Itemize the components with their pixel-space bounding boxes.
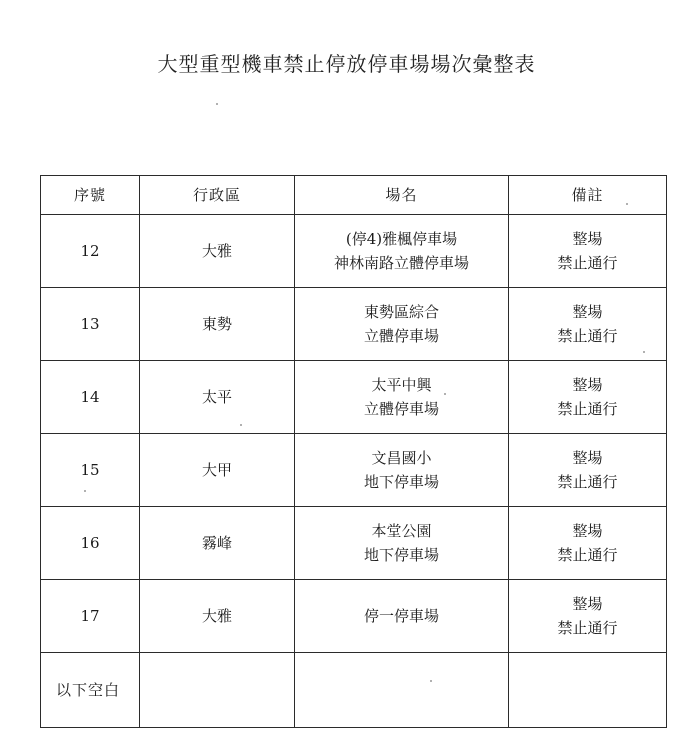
row-venue: [295, 361, 509, 434]
row-note: [509, 434, 667, 507]
venue-line: (停4)雅楓停車場: [345, 230, 458, 248]
empty-cell: [295, 653, 509, 728]
row-seq: 12: [41, 215, 140, 288]
row-district: 大甲: [140, 434, 295, 507]
note-line: 整場: [572, 303, 603, 321]
page-title: 大型重型機車禁止停放停車場場次彙整表: [157, 52, 536, 76]
note-line: 整場: [572, 522, 603, 540]
header-seq: 序號: [41, 176, 140, 215]
row-note: [509, 288, 667, 361]
venue-line: 立體停車場: [363, 400, 439, 418]
venue-line: 太平中興: [371, 376, 432, 394]
row-seq: 17: [41, 580, 140, 653]
table-row: [41, 288, 667, 361]
venue-line: 立體停車場: [363, 327, 439, 345]
row-seq: 14: [41, 361, 140, 434]
end-of-list-label: 以下空白: [41, 653, 140, 728]
table-row: [41, 361, 667, 434]
row-note: [509, 580, 667, 653]
table-footer-row: [41, 653, 667, 728]
scan-speck: [626, 203, 628, 205]
row-note: [509, 215, 667, 288]
parking-lot-table: [40, 175, 667, 728]
row-district: 大雅: [140, 580, 295, 653]
scan-speck: [216, 103, 218, 105]
scan-speck: [643, 351, 645, 353]
note-line: 整場: [572, 595, 603, 613]
empty-cell: [509, 653, 667, 728]
scan-speck: [240, 424, 242, 426]
table-row: [41, 580, 667, 653]
note-line: 禁止通行: [557, 254, 618, 272]
row-note: [509, 361, 667, 434]
row-venue: [295, 288, 509, 361]
row-venue: [295, 580, 509, 653]
venue-line: 神林南路立體停車場: [333, 254, 469, 272]
row-seq: 15: [41, 434, 140, 507]
note-line: 整場: [572, 376, 603, 394]
row-seq: 13: [41, 288, 140, 361]
note-line: 禁止通行: [557, 546, 618, 564]
table-row: [41, 507, 667, 580]
row-district: 東勢: [140, 288, 295, 361]
venue-line: 本堂公園: [371, 522, 432, 540]
empty-cell: [140, 653, 295, 728]
row-district: 大雅: [140, 215, 295, 288]
row-seq: 16: [41, 507, 140, 580]
venue-line: 停一停車場: [363, 607, 439, 625]
note-line: 禁止通行: [557, 619, 618, 637]
venue-line: 東勢區綜合: [363, 303, 439, 321]
row-venue: [295, 434, 509, 507]
note-line: 禁止通行: [557, 473, 618, 491]
row-venue: [295, 507, 509, 580]
note-line: 整場: [572, 230, 603, 248]
row-district: 太平: [140, 361, 295, 434]
header-venue: 場名: [295, 176, 509, 215]
row-note: [509, 507, 667, 580]
note-line: 禁止通行: [557, 400, 618, 418]
table-header-row: [41, 176, 667, 215]
scan-speck: [444, 393, 446, 395]
note-line: 整場: [572, 449, 603, 467]
row-venue: [295, 215, 509, 288]
note-line: 禁止通行: [557, 327, 618, 345]
venue-line: 文昌國小: [371, 449, 432, 467]
venue-line: 地下停車場: [363, 473, 439, 491]
header-district: 行政區: [140, 176, 295, 215]
header-note: 備註: [509, 176, 667, 215]
scan-speck: [84, 490, 86, 492]
venue-line: 地下停車場: [363, 546, 439, 564]
row-district: 霧峰: [140, 507, 295, 580]
scan-speck: [430, 680, 432, 682]
table-row: [41, 434, 667, 507]
table-row: [41, 215, 667, 288]
